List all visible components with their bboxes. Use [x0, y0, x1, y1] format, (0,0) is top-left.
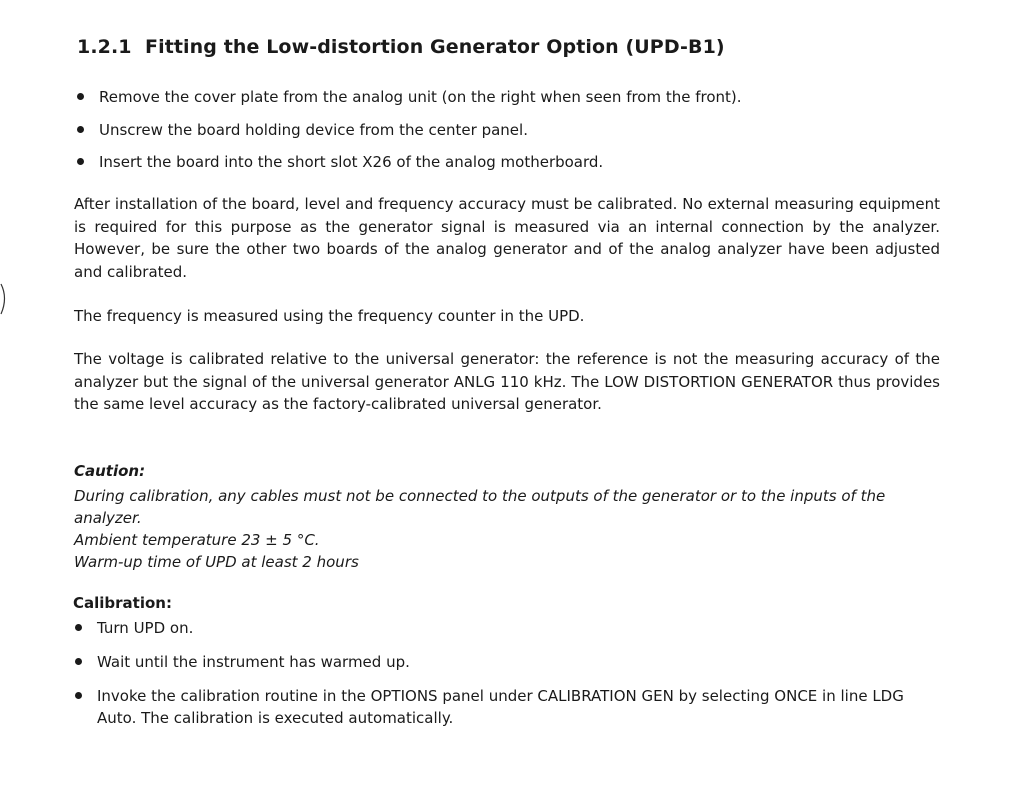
list-item: [75, 151, 742, 184]
caution-line: During calibration, any cables must not be connected to the outputs of the generator or to the inputs of the analyzer.: [74, 487, 886, 527]
list-item: [73, 651, 939, 685]
scan-edge-mark: [0, 280, 10, 320]
bullet-icon: [77, 158, 84, 165]
caution-block: [74, 460, 944, 573]
list-item: [75, 86, 742, 119]
calibration-intro-paragraph: After installation of the board, level and frequency accuracy must be calibrated. No external measuring equipment is required for this purpose as the generator signal is measured via an internal connection by the analyzer. However, be sure the other two boards of the analog generator and of the analog analyzer have been adjusted and calibrated.: [74, 195, 940, 281]
caution-title: Caution:: [74, 462, 146, 480]
bullet-icon: [75, 658, 82, 665]
list-item-text: Remove the cover plate from the analog unit (on the right when seen from the front).: [99, 88, 742, 106]
voltage-paragraph: The voltage is calibrated relative to the universal generator: the reference is not the measuring accuracy of the analyzer but the signal of the universal generator ANLG 110 kHz. The LOW DISTORTION GENERATOR thus provides the same level accuracy as the factory-calibrated universal generator.: [74, 350, 940, 413]
list-item-text: Invoke the calibration routine in the OPTIONS panel under CALIBRATION GEN by selecting ONCE in line LDG Auto. The calibration is executed automatically.: [97, 687, 904, 727]
bullet-icon: [75, 692, 82, 699]
bullet-icon: [77, 93, 84, 100]
calibration-heading: Calibration:: [73, 594, 172, 612]
bullet-icon: [75, 624, 82, 631]
caution-line: Warm-up time of UPD at least 2 hours: [74, 553, 359, 571]
list-item: [73, 617, 939, 651]
frequency-paragraph: The frequency is measured using the frequency counter in the UPD.: [74, 307, 585, 325]
calibration-steps-list: [73, 617, 939, 729]
bullet-icon: [77, 126, 84, 133]
install-steps-list: [75, 86, 742, 184]
list-item-text: Unscrew the board holding device from the center panel.: [99, 120, 528, 139]
section-heading: [77, 36, 725, 58]
caution-line: Ambient temperature 23 ± 5 °C.: [74, 531, 320, 549]
section-title: Fitting the Low-distortion Generator Option (UPD-B1): [145, 36, 725, 58]
list-item: [73, 685, 939, 729]
list-item: [75, 119, 742, 152]
section-number: 1.2.1: [77, 36, 132, 58]
list-item-text: Turn UPD on.: [97, 619, 194, 637]
list-item-text: Wait until the instrument has warmed up.: [97, 653, 410, 671]
list-item-text: Insert the board into the short slot X26 of the analog motherboard.: [99, 153, 604, 171]
